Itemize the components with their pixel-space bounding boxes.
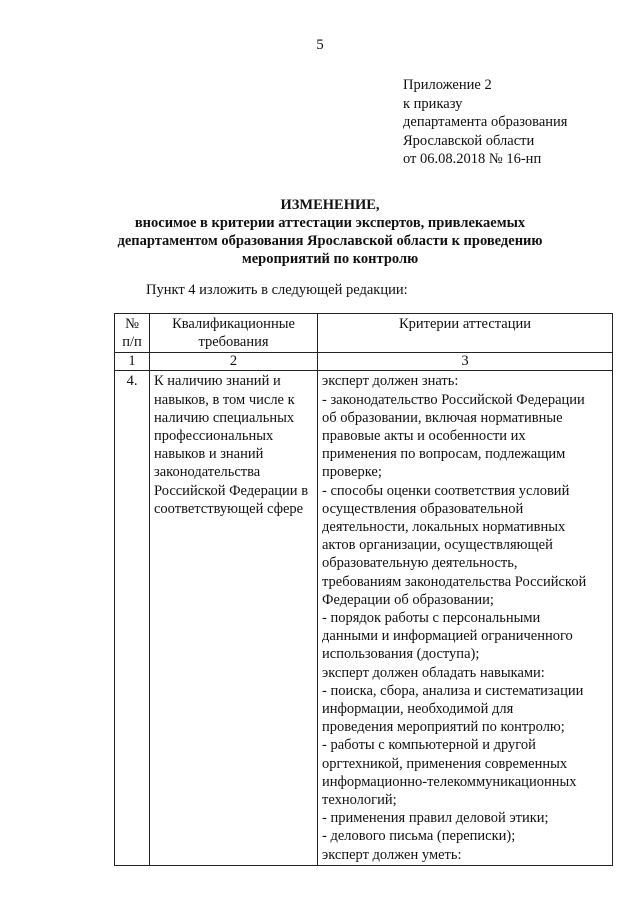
document-title (60, 196, 600, 268)
criteria-line: - способы оценки соответствия условий (322, 482, 570, 499)
page-number: 5 (316, 37, 324, 53)
title-line: департаментом образования Ярославской области к проведению (117, 233, 543, 249)
criteria-line: требованиям законодательства Российской (322, 573, 587, 590)
header-criteria: Критерии аттестации (318, 314, 613, 353)
table-index-row (115, 353, 613, 371)
criteria-line: деятельности, локальных нормативных (322, 519, 566, 536)
index-cell: 1 (115, 353, 150, 371)
criteria-line: использования (доступа); (322, 646, 480, 663)
row-requirements: К наличию знаний и навыков, в том числе к наличию специальных профессиональных навыков и знаний законодательства Российской Федерации в соответствующей сфере (150, 371, 318, 865)
appendix-line: к приказу (403, 95, 463, 112)
criteria-line: проверке; (322, 464, 382, 481)
criteria-line: - делового письма (переписки); (322, 828, 516, 845)
criteria-line: об образовании, включая нормативные (322, 409, 563, 426)
index-cell: 3 (318, 353, 613, 371)
criteria-line: - применения правил деловой этики; (322, 810, 549, 827)
criteria-line: информационно-телекоммуникационных (322, 773, 577, 790)
title-line: ИЗМЕНЕНИЕ, (280, 197, 380, 213)
criteria-line: осуществления образовательной (322, 500, 524, 517)
header-requirements: Квалификационные требования (150, 314, 318, 353)
criteria-line: проведения мероприятий по контролю; (322, 719, 565, 736)
criteria-line: - поиска, сбора, анализа и систематизации (322, 682, 584, 699)
row-criteria (318, 371, 613, 865)
criteria-line: информации, необходимой для (322, 701, 514, 718)
criteria-line: образовательную деятельность, (322, 555, 518, 572)
table-header-row (115, 314, 613, 353)
appendix-line: Ярославской области (403, 132, 535, 149)
index-cell: 2 (150, 353, 318, 371)
criteria-line: данными и информацией ограниченного (322, 628, 573, 645)
row-num: 4. (115, 371, 150, 865)
criteria-line: правовые акты и особенности их (322, 428, 526, 445)
criteria-table (114, 313, 613, 866)
criteria-line: применения по вопросам, подлежащим (322, 446, 566, 463)
title-line: мероприятий по контролю (241, 251, 419, 267)
title-line: вносимое в критерии аттестации экспертов, привлекаемых (134, 215, 526, 231)
criteria-line: эксперт должен знать: (322, 373, 459, 390)
criteria-line: эксперт должен обладать навыками: (322, 664, 545, 681)
criteria-line: - порядок работы с персональными (322, 610, 541, 627)
criteria-line: - работы с компьютерной и другой (322, 737, 536, 754)
criteria-line: - законодательство Российской Федерации (322, 391, 585, 408)
header-num: № п/п (115, 314, 150, 353)
appendix-line: Приложение 2 (403, 77, 492, 93)
criteria-line: Федерации об образовании; (322, 591, 494, 608)
appendix-block (403, 76, 567, 169)
table-row (115, 371, 613, 865)
criteria-line: оргтехникой, применения современных (322, 755, 568, 772)
appendix-line: департамента образования (403, 114, 568, 130)
criteria-line: эксперт должен уметь: (322, 846, 462, 863)
intro-text: Пункт 4 изложить в следующей редакции: (146, 282, 408, 298)
appendix-line: от 06.08.2018 № 16-нп (403, 151, 542, 167)
criteria-line: актов организации, осуществляющей (322, 537, 553, 554)
criteria-line: технологий; (322, 792, 397, 809)
